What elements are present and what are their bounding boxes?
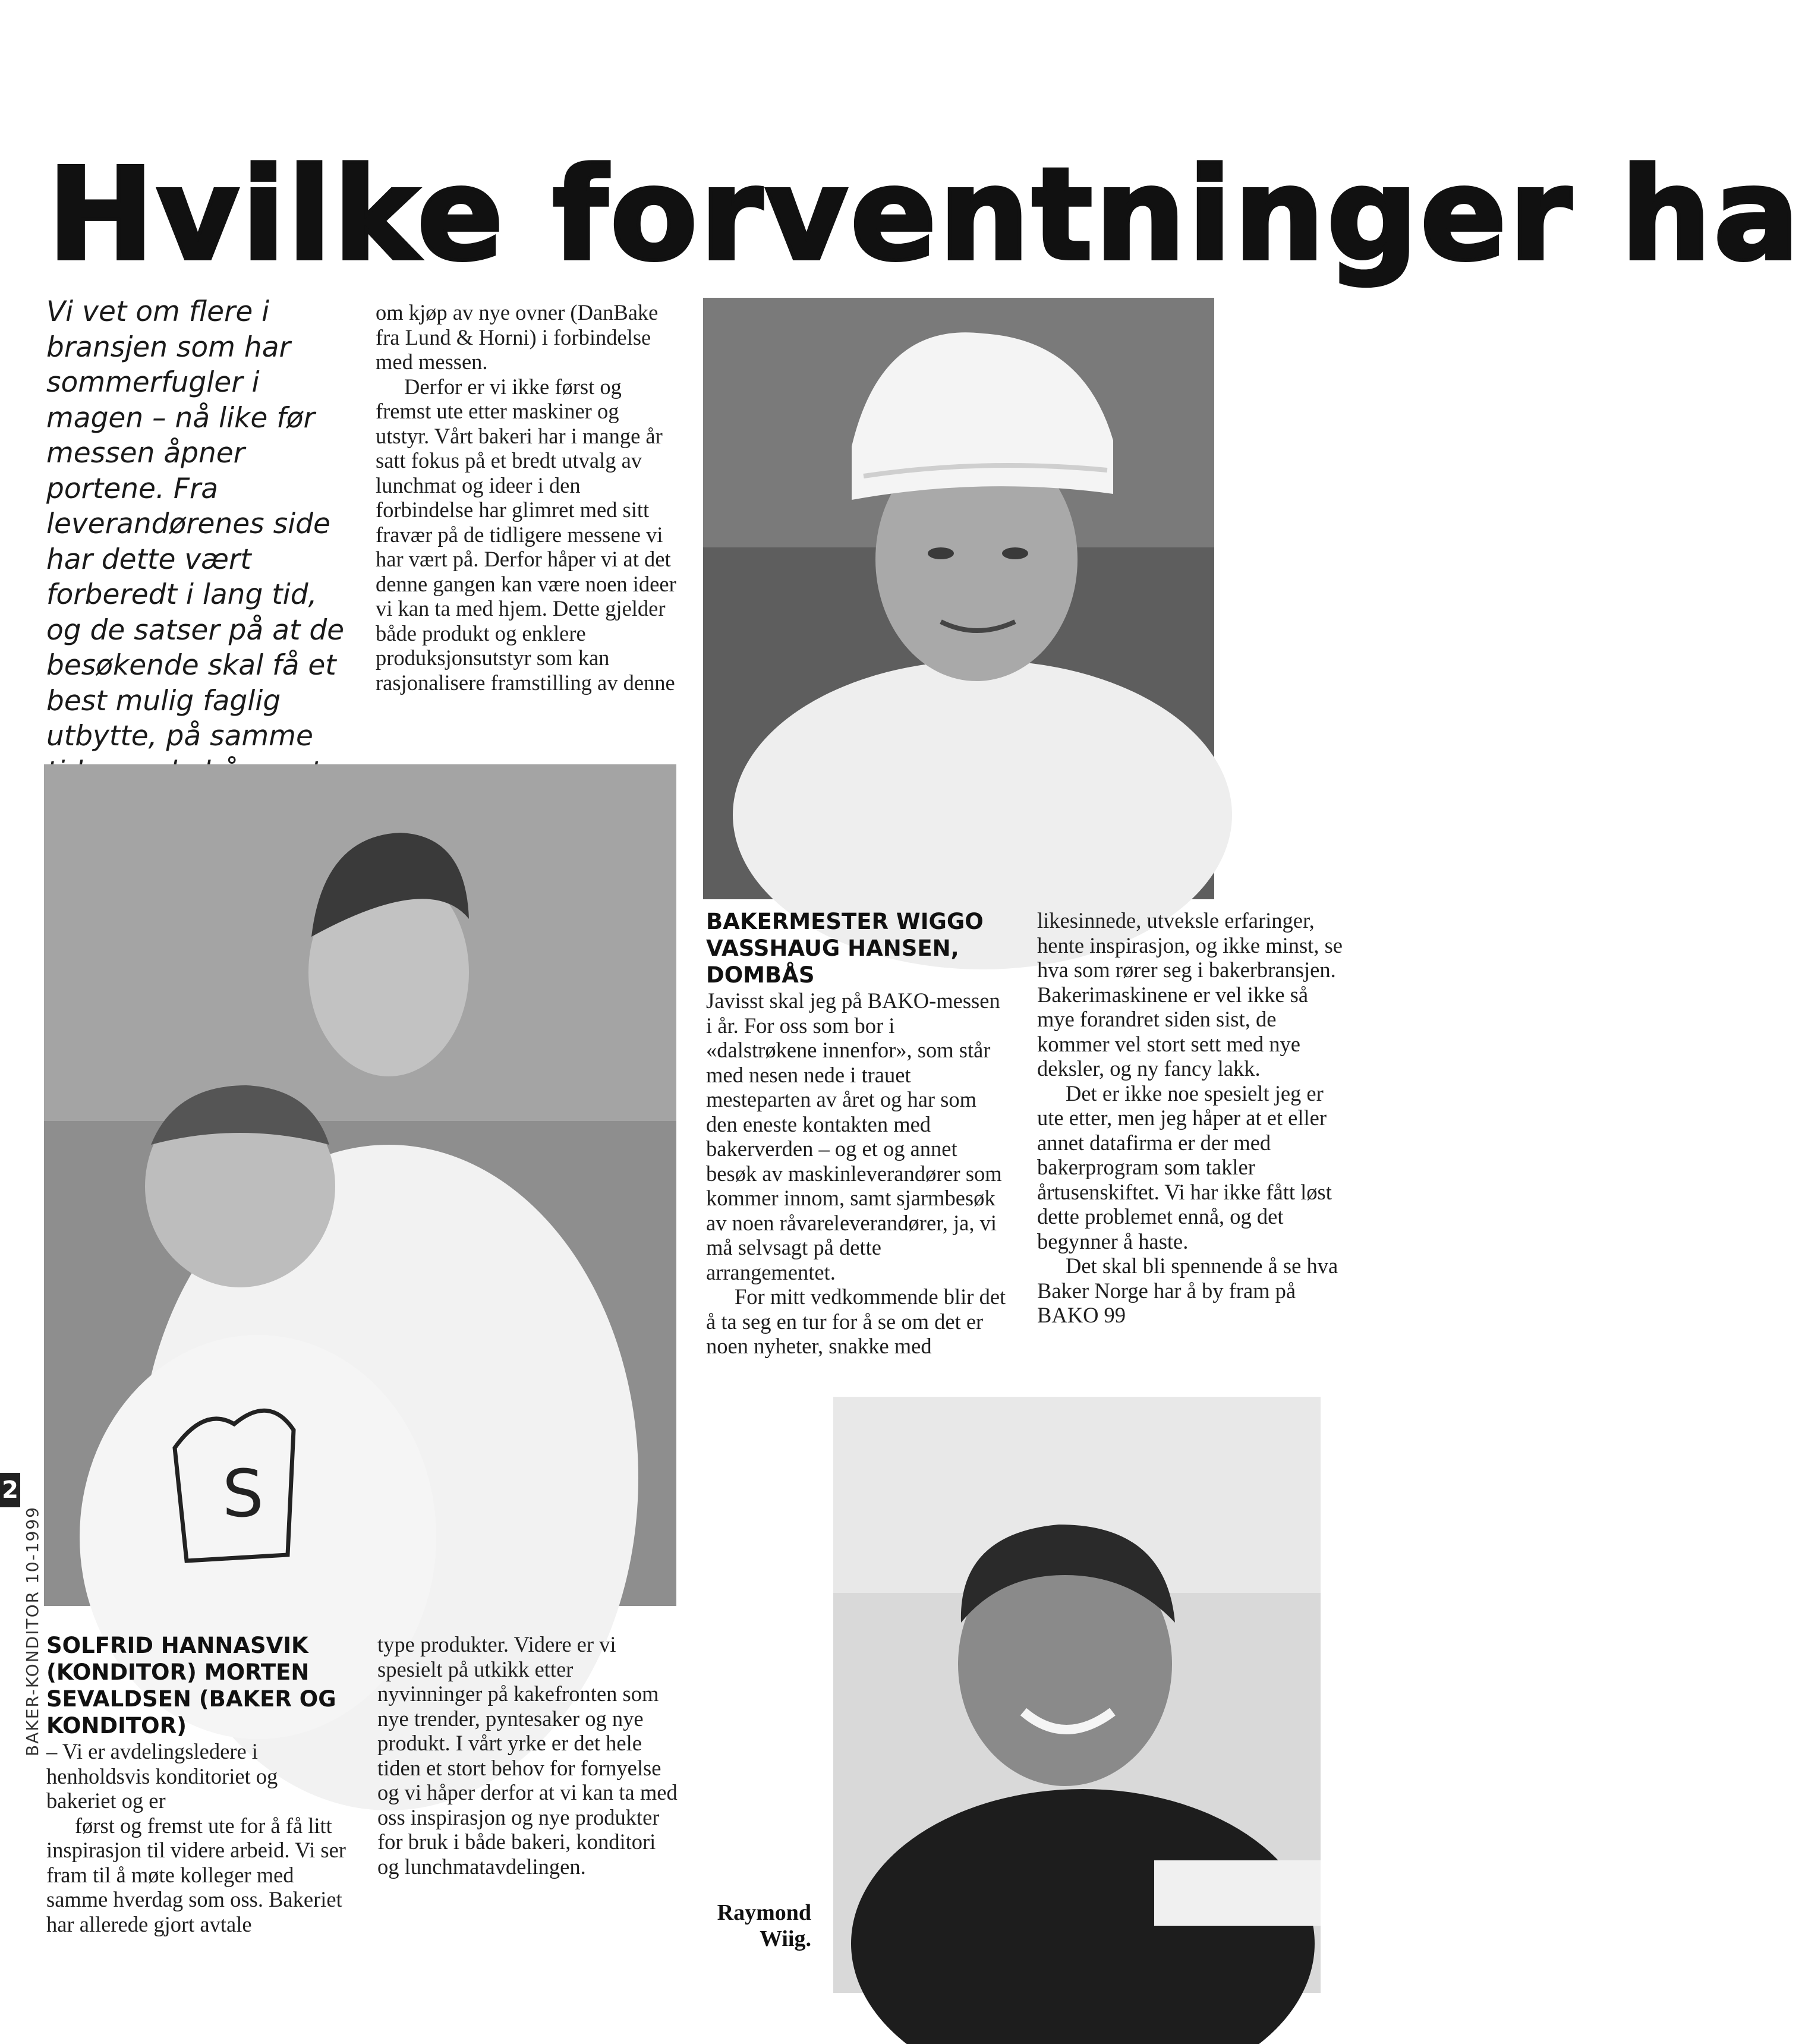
paragraph: Det er ikke noe spesielt jeg er ute etter, men jeg håper at et eller annet datafirma er der med bakerprogram som takler årtusenskiftet. Vi har ikke fått løst dette problemet ennå, og det begynner å haste. <box>1037 1081 1332 1254</box>
apron-logo-letter: S <box>222 1456 264 1532</box>
page-number: 2 <box>0 1473 20 1507</box>
article-column-wiggo-2 <box>1037 908 1346 1328</box>
paragraph: – Vi er avdelingsledere i henholdsvis konditoriet og bakeriet og er <box>46 1739 278 1813</box>
portrait-illustration <box>44 764 676 1606</box>
photo-solfrid-morten <box>44 764 676 1606</box>
paragraph: først og fremst ute for å få litt inspirasjon til videre arbeid. Vi ser fram til å møte kolleger med samme hverdag som oss. Bakeriet har allerede gjort avtale <box>46 1813 346 1936</box>
article-column-top <box>376 300 678 695</box>
headline: Hvilke forventninger ha <box>48 141 1802 289</box>
photo-caption: Raymond Wiig. <box>717 1900 811 1951</box>
portrait-illustration <box>833 1397 1321 1993</box>
paragraph: likesinnede, utveksle erfaringer, hente inspirasjon, og ikke minst, se hva som rører seg i bakerbransjen. Bakerimaskinene er vel ikke så mye forandret siden sist, de kommer vel stort sett med nye deksler, og ny fancy lakk. <box>1037 908 1343 1081</box>
lead-paragraph: Vi vet om flere i bransjen som har sommerfugler i magen – nå like før messen åpner portene. Fra leverandørenes side har dette vært forberedt i lang tid, og de satser på at de besøkende skal få et best mulig faglig utbytte, på samme <box>46 295 345 752</box>
paragraph: Javisst skal jeg på BAKO-messen i år. For oss som bor i «dalstrøkene innenfor», som står med nesen nede i trauet mesteparten av året og har som den eneste kontakten med bakerverden – og et og annet besøk av maskinleverandører som kommer innom, samt sjarmbesøk av noen råvareleverandører, ja, vi må selvsagt på dette arrangementet. <box>706 988 1002 1284</box>
portrait-illustration <box>703 298 1214 899</box>
paragraph: type produkter. Videre er vi spesielt på utkikk etter nyvinninger på kakefronten som nye trender, pyntesaker og nye produkt. I vårt yrke er det hele tiden et stort behov for fornyelse og vi håper derfor at vi kan ta med oss inspirasjon og nye produkter for bruk i både bakeri, konditori og lunchmatavdelingen. <box>377 1632 678 1879</box>
article-column-solfrid-2 <box>377 1632 681 1879</box>
paragraph: For mitt vedkommende blir det å ta seg en tur for å se om det er noen nyheter, snakke med <box>706 1284 1006 1358</box>
paragraph: Derfor er vi ikke først og fremst ute etter maskiner og utstyr. Vårt bakeri har i mange år satt fokus på et bredt utvalg av lunchmat og ideer i den forbindelse har glimret med sitt fravær på de tidligere messene vi har vært på. Derfor håper vi at det denne gangen kan være noen ideer vi kan ta med hjem. Dette gjelder både produkt og enklere produksjonsutstyr som kan rasjonalisere framstilling av denne <box>376 374 676 695</box>
paragraph: Det skal bli spennende å se hva Baker Norge har å by fram på BAKO 99 <box>1037 1254 1338 1327</box>
article-column-solfrid-1 <box>46 1632 349 1936</box>
article-column-wiggo-1 <box>706 908 1010 1359</box>
section-heading-solfrid: SOLFRID HANNASVIK (KONDITOR) MORTEN SEVALDSEN (BAKER OG KONDITOR) <box>46 1633 336 1738</box>
paragraph: om kjøp av nye ovner (DanBake fra Lund & Horni) i forbindelse med messen. <box>376 300 659 374</box>
magazine-sidebar-text: BAKER-KONDITOR 10-1999 <box>23 1506 42 1756</box>
photo-baker-wiggo <box>703 298 1214 899</box>
photo-raymond-wiig <box>833 1397 1321 1993</box>
section-heading-wiggo: BAKERMESTER WIGGO VASSHAUG HANSEN, DOMBÅS <box>706 909 984 988</box>
